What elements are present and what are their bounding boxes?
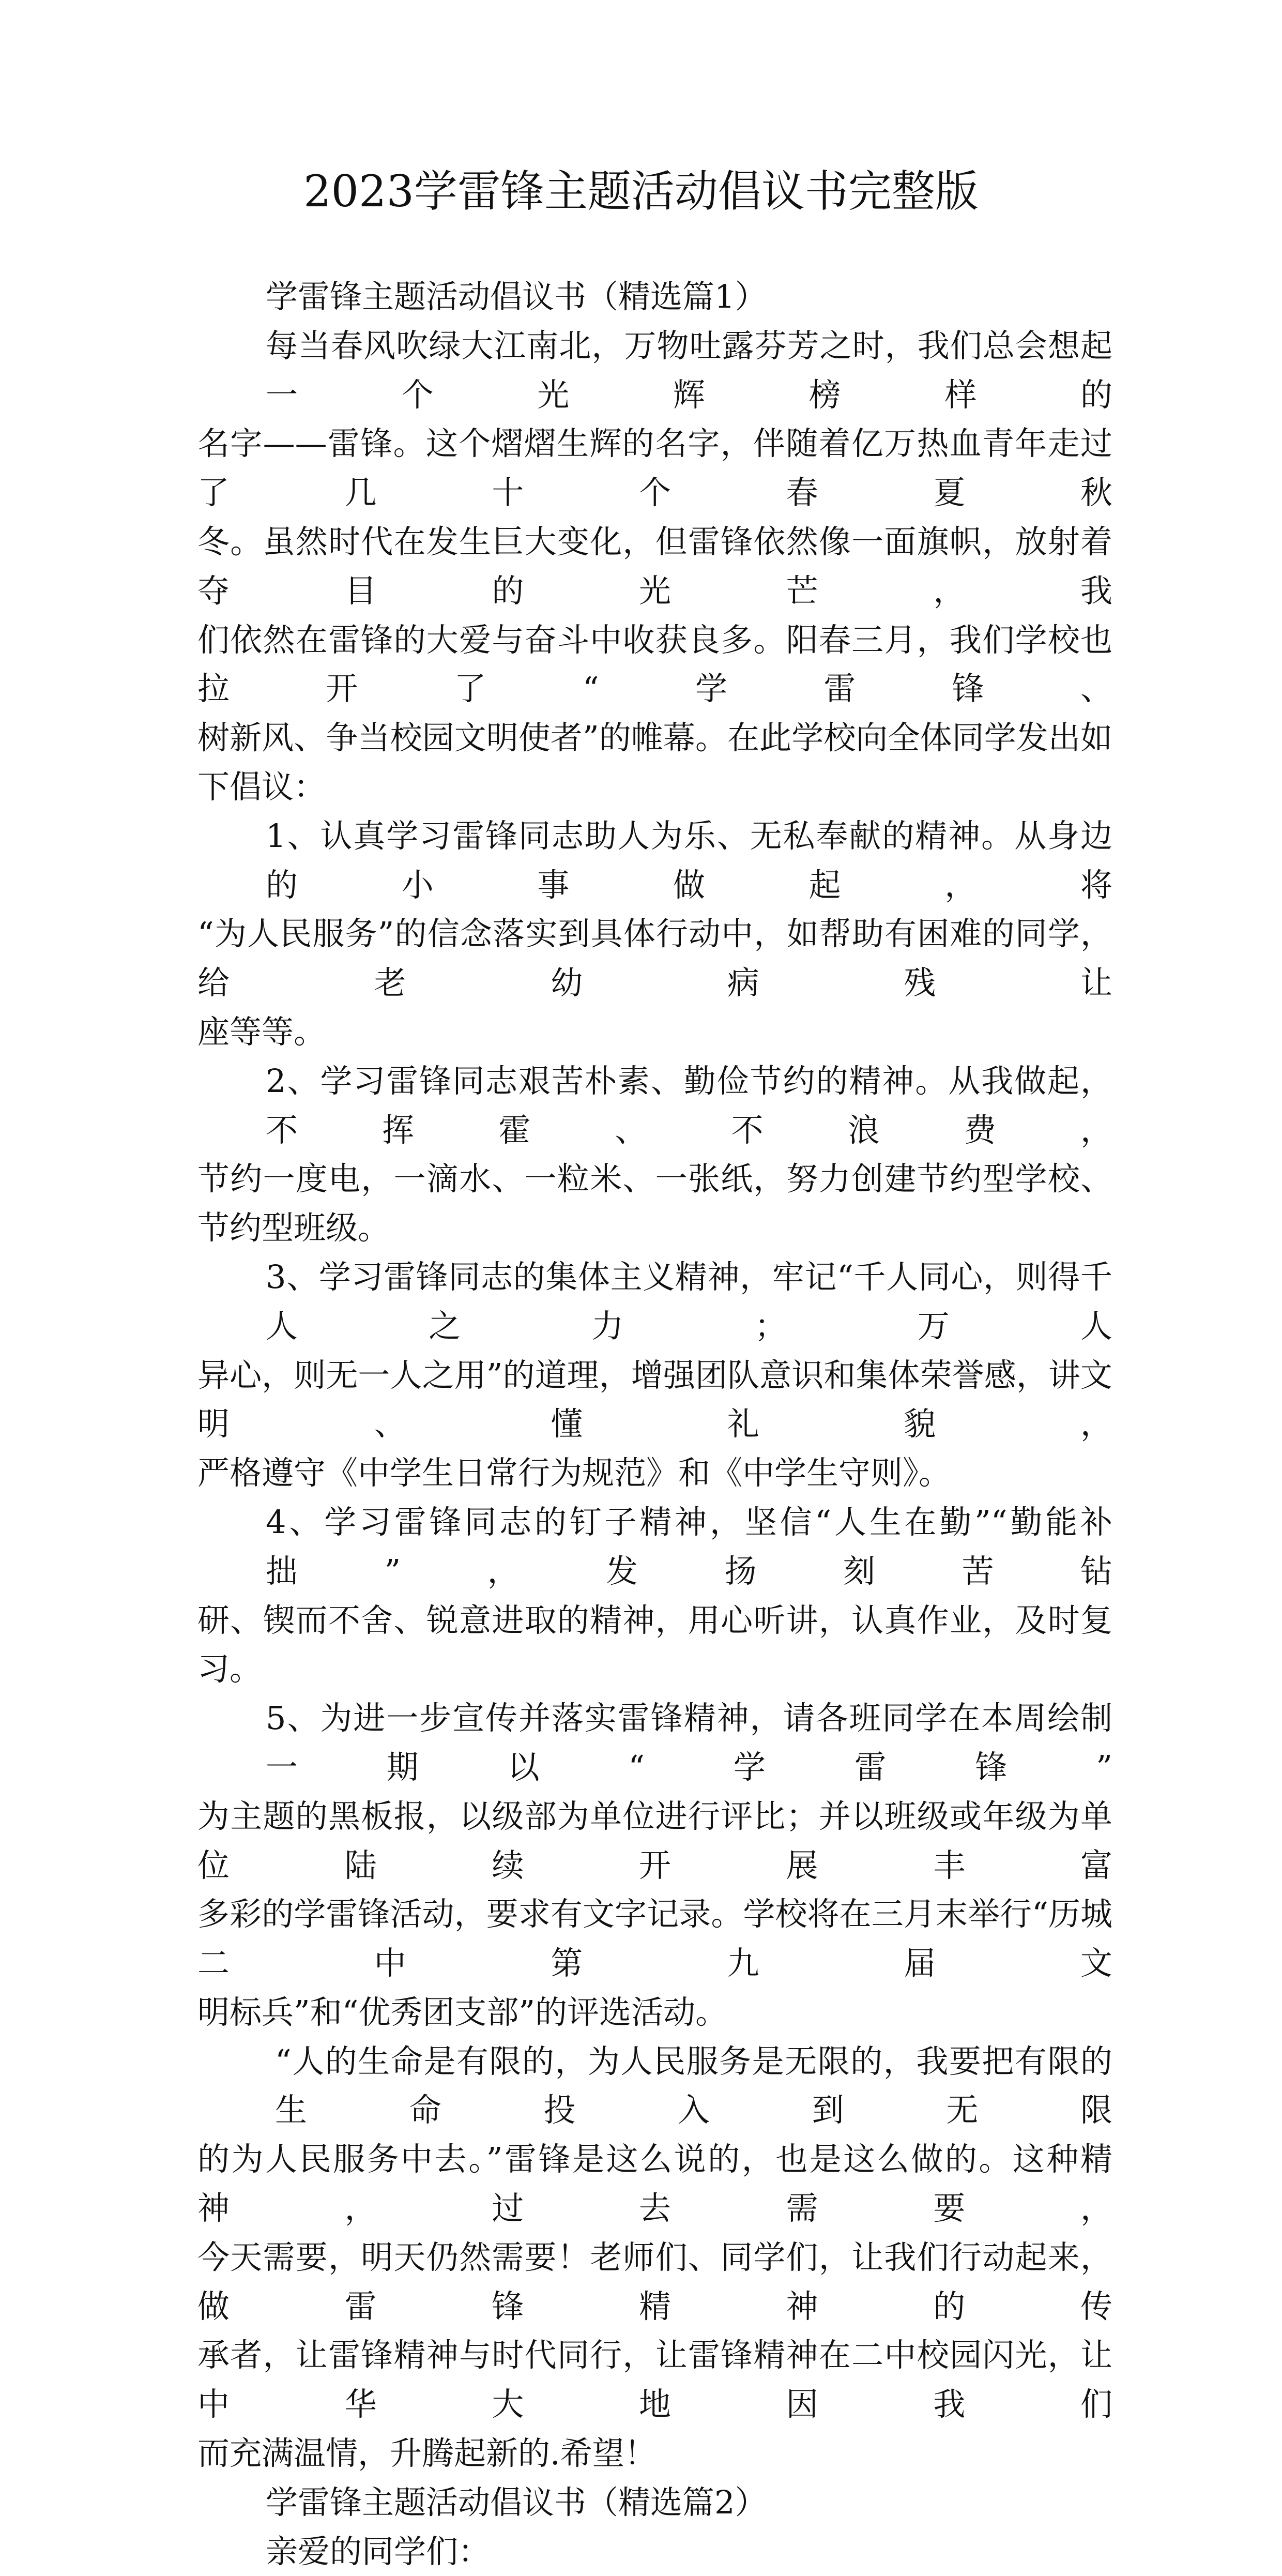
text-line: 座等等。 bbox=[197, 1012, 326, 1051]
text-line: 1、认真学习雷锋同志助人为乐、无私奉献的精神。从身边的小事做起，将 bbox=[266, 816, 1112, 904]
paragraph bbox=[197, 2527, 1112, 2576]
text-line: 今天需要，明天仍然需要！老师们、同学们，让我们行动起来，做雷锋精神的传 bbox=[197, 2238, 1112, 2325]
paragraph bbox=[197, 272, 1112, 322]
paragraph bbox=[197, 812, 1112, 1057]
text-line: 严格遵守《中学生日常行为规范》和《中学生守则》。 bbox=[197, 1454, 951, 1492]
text-line: 们依然在雷锋的大爱与奋斗中收获良多。阳春三月，我们学校也拉开了“学雷锋、 bbox=[197, 620, 1112, 708]
paragraph bbox=[197, 2478, 1112, 2527]
text-line: 学雷锋主题活动倡议书（精选篇2） bbox=[266, 2483, 767, 2521]
text-line: 学雷锋主题活动倡议书（精选篇1） bbox=[266, 278, 767, 315]
text-line: 2、学习雷锋同志艰苦朴素、勤俭节约的精神。从我做起，不挥霍、不浪费， bbox=[266, 1062, 1112, 1149]
text-line: 名字——雷锋。这个熠熠生辉的名字，伴随着亿万热血青年走过了几十个春夏秋 bbox=[197, 425, 1112, 512]
text-line: 每当春风吹绿大江南北，万物吐露芬芳之时，我们总会想起一个光辉榜样的 bbox=[266, 326, 1112, 414]
paragraph bbox=[197, 1253, 1112, 1498]
document-body bbox=[197, 272, 1112, 2576]
text-line: 树新风、争当校园文明使者”的帷幕。在此学校向全体同学发出如下倡议： bbox=[197, 719, 1112, 806]
paragraph bbox=[197, 322, 1112, 812]
text-line: 异心，则无一人之用”的道理，增强团队意识和集体荣誉感，讲文明、懂礼貌， bbox=[197, 1356, 1112, 1443]
text-line: 节约一度电，一滴水、一粒米、一张纸，努力创建节约型学校、节约型班级。 bbox=[197, 1160, 1112, 1247]
text-line: 的为人民服务中去。”雷锋是这么说的，也是这么做的。这种精神，过去需要， bbox=[197, 2140, 1112, 2228]
text-line: 4、学习雷锋同志的钉子精神，坚信“人生在勤”“勤能补拙”，发扬刻苦钻 bbox=[266, 1503, 1112, 1590]
paragraph bbox=[197, 1057, 1112, 1253]
text-line: 多彩的学雷锋活动，要求有文字记录。学校将在三月末举行“历城二中第九届文 bbox=[197, 1895, 1112, 1982]
text-line: 冬。虽然时代在发生巨大变化，但雷锋依然像一面旗帜，放射着夺目的光芒，我 bbox=[197, 522, 1112, 610]
text-line: 明标兵”和“优秀团支部”的评选活动。 bbox=[197, 1993, 728, 2031]
text-line: 研、锲而不舍、锐意进取的精神，用心听讲，认真作业，及时复习。 bbox=[197, 1601, 1112, 1688]
text-line: “为人民服务”的信念落实到具体行动中，如帮助有困难的同学，给老幼病残让 bbox=[197, 915, 1112, 1002]
text-line: 为主题的黑板报，以级部为单位进行评比；并以班级或年级为单位陆续开展丰富 bbox=[197, 1797, 1112, 1884]
text-line: 5、为进一步宣传并落实雷锋精神，请各班同学在本周绘制一期以“学雷锋” bbox=[266, 1699, 1112, 1786]
text-line: 而充满温情，升腾起新的.希望！ bbox=[197, 2434, 657, 2473]
text-line: 亲爱的同学们： bbox=[266, 2532, 491, 2570]
paragraph bbox=[197, 1498, 1112, 1694]
text-line: “人的生命是有限的，为人民服务是无限的，我要把有限的生命投入到无限 bbox=[275, 2042, 1112, 2129]
paragraph bbox=[197, 1694, 1112, 2037]
paragraph bbox=[197, 2037, 1112, 2478]
text-line: 3、学习雷锋同志的集体主义精神，牢记“千人同心，则得千人之力；万人 bbox=[266, 1257, 1112, 1345]
text-line: 承者，让雷锋精神与时代同行，让雷锋精神在二中校园闪光，让中华大地因我们 bbox=[197, 2336, 1112, 2423]
document-title: 2023学雷锋主题活动倡议书完整版 bbox=[303, 166, 979, 217]
